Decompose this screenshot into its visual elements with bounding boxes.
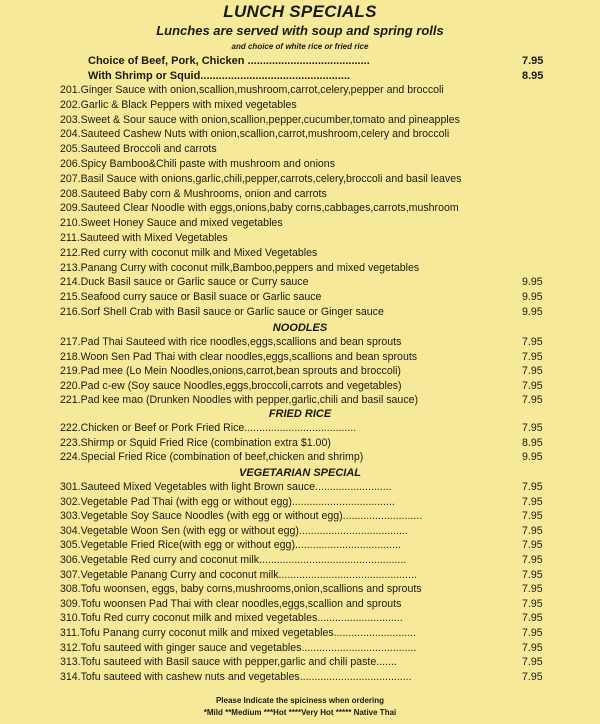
- section-vegetarian: VEGETARIAN SPECIAL: [238, 467, 362, 479]
- menu-item: 202.Garlic & Black Peppers with mixed vegetables: [60, 98, 297, 111]
- menu-item: 216.Sorf Shell Crab with Basil sauce or Garlic sauce or Ginger sauce: [60, 306, 384, 318]
- menu-item-price: 7.95: [522, 481, 543, 493]
- menu-item-price: 7.95: [522, 495, 543, 508]
- menu-item: 214.Duck Basil sauce or Garlic sauce or Curry sauce: [60, 276, 309, 289]
- spiciness-note: Please Indicate the spiciness when ordering: [215, 696, 385, 705]
- menu-item: 309.Tofu woonsen Pad Thai with clear noodles,eggs,scallion and sprouts: [60, 597, 402, 610]
- menu-item-price: 7.95: [522, 365, 543, 378]
- menu-item: 213.Panang Curry with coconut milk,Bamboo,peppers and mixed vegetables: [60, 261, 420, 274]
- menu-item: 307.Vegetable Panang Curry and coconut milk...............................................: [60, 568, 417, 581]
- menu-item: 306.Vegetable Red curry and coconut milk..................................................: [60, 554, 407, 566]
- menu-item-price: 7.95: [522, 554, 543, 566]
- menu-item-price: 7.95: [522, 583, 543, 596]
- menu-item: 211.Sauteed with Mixed Vegetables: [60, 232, 228, 244]
- choice-beef-pork-chicken: Choice of Beef, Pork, Chicken ........................................: [88, 55, 370, 67]
- menu-item-price: 9.95: [522, 276, 543, 289]
- menu-item: 218.Woon Sen Pad Thai with clear noodles,eggs,scallions and bean sprouts: [60, 350, 418, 363]
- menu-item: 308.Tofu woonsen, eggs, baby corns,mushrooms,onion,scallions and sprouts: [60, 583, 422, 596]
- menu-item: 223.Shirmp or Squid Fried Rice (combination extra $1.00): [60, 436, 331, 449]
- menu-title: LUNCH SPECIALS: [223, 2, 377, 21]
- menu-item: 312.Tofu sauteed with ginger sauce and vegetables.......................................: [60, 641, 417, 654]
- menu-item: 301.Sauteed Mixed Vegetables with light Brown sauce..........................: [60, 481, 392, 493]
- menu-item-price: 7.95: [522, 627, 543, 639]
- menu-item: 204.Sauteed Cashew Nuts with onion,scallion,carrot,mushroom,celery and broccoli: [60, 128, 450, 141]
- menu-item: 217.Pad Thai Sauteed with rice noodles,eggs,scallions and bean sprouts: [60, 336, 402, 348]
- menu-item: 219.Pad mee (Lo Mein Noodles,onions,carrot,bean sprouts and broccoli): [60, 365, 401, 378]
- section-fried-rice: FRIED RICE: [268, 408, 332, 420]
- menu-item-price: 7.95: [522, 597, 543, 610]
- menu-item: 206.Spicy Bamboo&Chili paste with mushroom and onions: [60, 158, 335, 170]
- menu-item-price: 7.95: [522, 350, 543, 363]
- menu-item: 222.Chicken or Beef or Pork Fried Rice......................................: [60, 422, 357, 434]
- menu-item: 208.Sauteed Baby corn & Mushrooms, onion and carrots: [60, 187, 327, 200]
- menu-item-price: 7.95: [522, 670, 543, 683]
- choice-price: 8.95: [522, 70, 544, 82]
- menu-item: 314.Tofu sauteed with cashew nuts and vegetables......................................: [60, 670, 412, 683]
- section-noodles: NOODLES: [272, 322, 328, 334]
- menu-item-price: 7.95: [522, 656, 543, 669]
- menu-item: 212.Red curry with coconut milk and Mixed Vegetables: [60, 246, 318, 259]
- menu-item: 205.Sauteed Broccoli and carrots: [60, 143, 217, 156]
- menu-item: 311.Tofu Panang curry coconut milk and mixed vegetables............................: [60, 627, 417, 639]
- menu-item: 305.Vegetable Fried Rice(with egg or without egg)....................................: [60, 539, 401, 552]
- menu-item-price: 7.95: [522, 612, 543, 625]
- menu-item: 209.Sauteed Clear Noodle with eggs,onions,baby corns,cabbages,carrots,mushroom: [60, 202, 459, 215]
- menu-item: 221.Pad kee mao (Drunken Noodles with pepper,garlic,chili and basil sauce): [60, 394, 419, 407]
- menu-item-price: 9.95: [522, 306, 543, 318]
- menu-item: 210.Sweet Honey Sauce and mixed vegetables: [60, 217, 283, 230]
- menu-subtitle: Lunches are served with soup and spring rolls: [156, 23, 444, 38]
- choice-shrimp-squid: With Shrimp or Squid.................................................: [88, 70, 351, 82]
- menu-item-price: 9.95: [522, 451, 543, 463]
- menu-item: 303.Vegetable Soy Sauce Noodles (with egg or without egg)...........................: [60, 510, 423, 523]
- menu-item-price: 7.95: [522, 336, 543, 348]
- menu-item-price: 8.95: [522, 436, 543, 449]
- spiciness-levels: *Mild **Medium ***Hot ****Very Hot ***** Native Thai: [203, 708, 397, 717]
- menu-item: 203.Sweet & Sour sauce with onion,scallion,pepper,cucumber,tomato and pineapples: [60, 113, 460, 126]
- menu-item: 310.Tofu Red curry coconut milk and mixed vegetables.............................: [60, 612, 403, 625]
- menu-item: 201.Ginger Sauce with onion,scallion,mushroom,carrot,celery,pepper and broccoli: [60, 84, 444, 96]
- choice-price: 7.95: [522, 55, 544, 67]
- menu-item: 220.Pad c-ew (Soy sauce Noodles,eggs,broccoli,carrots and vegetables): [60, 379, 402, 392]
- menu-item-price: 7.95: [522, 568, 543, 581]
- menu-item-price: 7.95: [522, 422, 543, 434]
- rice-note: and choice of white rice or fried rice: [231, 42, 369, 51]
- menu-item-price: 7.95: [522, 641, 543, 654]
- menu-item: 224.Special Fried Rice (combination of beef,chicken and shrimp): [60, 451, 364, 463]
- menu-item: 215.Seafood curry sauce or Basil suace or Garlic sauce: [60, 291, 322, 304]
- menu-item-price: 7.95: [522, 394, 543, 407]
- menu-item-price: 7.95: [522, 539, 543, 552]
- menu-item-price: 7.95: [522, 510, 543, 523]
- menu-item-price: 7.95: [522, 524, 543, 537]
- menu-item: 304.Vegetable Woon Sen (with egg or without egg).....................................: [60, 524, 408, 537]
- menu-item: 313.Tofu sauteed with Basil sauce with pepper,garlic and chili paste.......: [60, 656, 397, 669]
- menu-item: 207.Basil Sauce with onions,garlic,chili,pepper,carrots,celery,broccoli and basil leaves: [60, 172, 462, 185]
- menu-item: 302.Vegetable Pad Thai (with egg or without egg)...................................: [60, 495, 395, 508]
- menu-item-price: 7.95: [522, 379, 543, 392]
- menu-item-price: 9.95: [522, 291, 543, 304]
